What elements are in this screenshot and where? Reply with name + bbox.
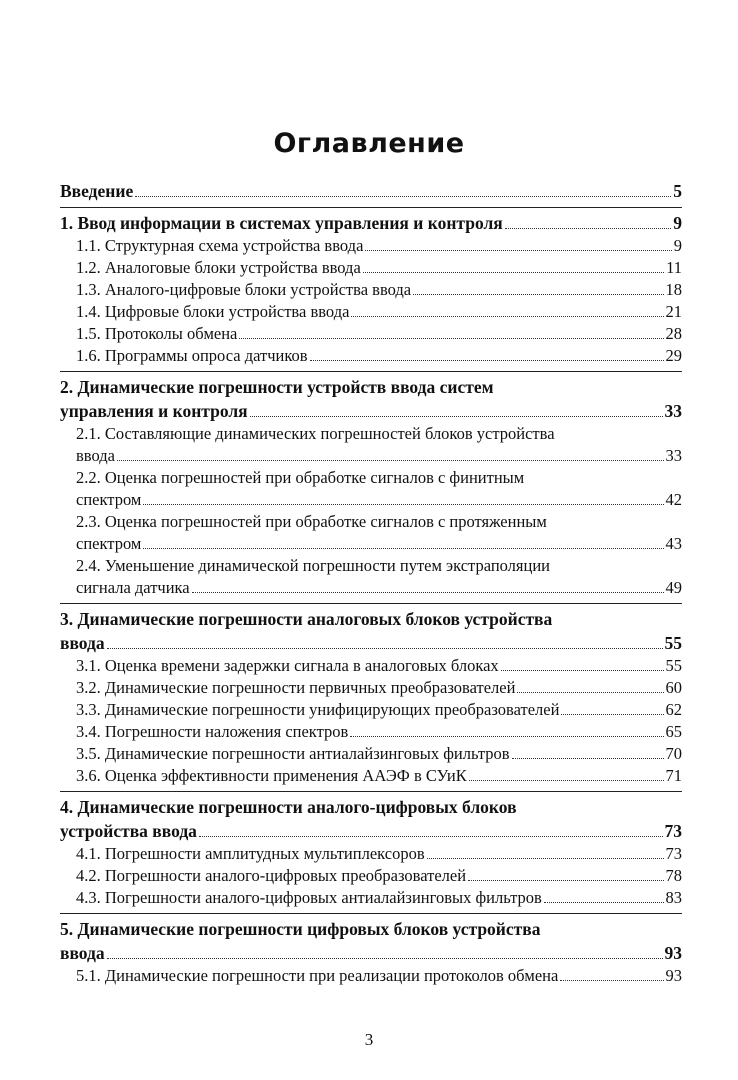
toc-subsection[interactable] — [60, 843, 682, 865]
toc-page-number: 73 — [665, 844, 682, 863]
toc-page-number: 83 — [665, 888, 682, 907]
toc-entry-title: 3.1. Оценка времени задержки сигнала в аналоговых блоках — [76, 656, 499, 675]
toc-entry-title: спектром — [76, 534, 142, 553]
dot-leader — [351, 316, 663, 317]
dot-leader — [107, 958, 663, 959]
toc-entry-title: управления и контроля — [60, 401, 248, 421]
dot-leader — [143, 548, 663, 549]
toc-page-number: 73 — [664, 821, 682, 841]
dot-leader — [310, 360, 664, 361]
toc-subsection[interactable] — [60, 887, 682, 909]
toc-entry-title: Введение — [60, 181, 134, 201]
toc-section-intro — [60, 176, 682, 207]
toc-subsection[interactable] — [60, 345, 682, 367]
toc-page-number: 93 — [664, 943, 682, 963]
toc-entry-title-line1: 2.1. Составляющие динамических погрешностей блоков устройства — [76, 424, 555, 443]
toc-page-number: 65 — [665, 722, 682, 741]
toc-entry-row — [76, 323, 682, 345]
dot-leader — [427, 858, 664, 859]
toc-subsection[interactable] — [60, 301, 682, 323]
page-title: Оглавление — [273, 128, 465, 159]
toc-entry-title: 5.1. Динамические погрешности при реализации протоколов обмена — [76, 966, 559, 985]
dot-leader — [501, 670, 664, 671]
toc-chapter[interactable] — [60, 795, 682, 843]
toc-entry-title: 3.2. Динамические погрешности первичных преобразователей — [76, 678, 516, 697]
toc-subsection[interactable] — [60, 467, 682, 511]
toc-entry-title: 1.6. Программы опроса датчиков — [76, 346, 308, 365]
dot-leader — [117, 460, 664, 461]
toc-entry-title-line1: 2. Динамические погрешности устройств ввода систем — [60, 377, 494, 397]
toc-entry-title: 3.6. Оценка эффективности применения ААЭФ в СУиК — [76, 766, 467, 785]
table-of-contents — [60, 176, 682, 991]
toc-chapter-intro[interactable] — [60, 179, 682, 203]
toc-page-number: 62 — [665, 700, 682, 719]
dot-leader — [107, 648, 663, 649]
toc-entry-row — [60, 819, 682, 843]
toc-subsection[interactable] — [60, 323, 682, 345]
dot-leader — [363, 272, 664, 273]
toc-subsection[interactable] — [60, 677, 682, 699]
dot-leader — [250, 416, 663, 417]
toc-subsection[interactable] — [60, 511, 682, 555]
page-number: 3 — [364, 1030, 374, 1049]
toc-entry-row — [76, 577, 682, 599]
toc-section — [60, 371, 682, 603]
dot-leader — [143, 504, 663, 505]
toc-chapter[interactable] — [60, 211, 682, 235]
toc-entry-row — [60, 631, 682, 655]
toc-subsection[interactable] — [60, 965, 682, 987]
toc-entry-row — [76, 301, 682, 323]
toc-page-number: 11 — [666, 258, 682, 277]
toc-subsection[interactable] — [60, 743, 682, 765]
dot-leader — [192, 592, 664, 593]
toc-page-number: 43 — [665, 534, 682, 553]
toc-page-number: 29 — [665, 346, 682, 365]
toc-entry-title: ввода — [76, 446, 115, 465]
toc-entry-row — [60, 941, 682, 965]
dot-leader — [350, 736, 663, 737]
toc-subsection[interactable] — [60, 655, 682, 677]
toc-subsection[interactable] — [60, 279, 682, 301]
toc-subsection[interactable] — [60, 423, 682, 467]
toc-entry-title: 4.3. Погрешности аналого-цифровых антиалайзинговых фильтров — [76, 888, 542, 907]
toc-entry-title: устройства ввода — [60, 821, 197, 841]
toc-entry-row — [76, 655, 682, 677]
toc-subsection[interactable] — [60, 865, 682, 887]
toc-entry-title: 3.3. Динамические погрешности унифицирующих преобразователей — [76, 700, 560, 719]
toc-entry-title: 4.2. Погрешности аналого-цифровых преобразователей — [76, 866, 467, 885]
toc-entry-row — [60, 399, 682, 423]
toc-entry-row — [76, 445, 682, 467]
toc-entry-row — [76, 279, 682, 301]
toc-entry-title: ввода — [60, 943, 105, 963]
toc-entry-title-line1: 2.4. Уменьшение динамической погрешности путем экстраполяции — [76, 556, 550, 575]
toc-subsection[interactable] — [60, 721, 682, 743]
dot-leader — [199, 836, 663, 837]
toc-entry-title-line1: 5. Динамические погрешности цифровых блоков устройства — [60, 919, 541, 939]
toc-entry-title: ввода — [60, 633, 105, 653]
toc-entry-title: 1.2. Аналоговые блоки устройства ввода — [76, 258, 361, 277]
toc-entry-row — [76, 489, 682, 511]
toc-page-number: 55 — [664, 633, 682, 653]
toc-entry-row — [76, 257, 682, 279]
toc-entry-row — [76, 677, 682, 699]
toc-entry-title-line1: 4. Динамические погрешности аналого-цифровых блоков — [60, 797, 517, 817]
toc-page-number: 33 — [664, 401, 682, 421]
dot-leader — [469, 780, 664, 781]
toc-entry-row — [76, 765, 682, 787]
toc-entry-row — [76, 843, 682, 865]
toc-chapter[interactable] — [60, 375, 682, 423]
toc-section — [60, 207, 682, 371]
toc-page-number: 28 — [665, 324, 682, 343]
toc-entry-row — [76, 965, 682, 987]
dot-leader — [561, 714, 663, 715]
toc-entry-title-line1: 2.3. Оценка погрешностей при обработке сигналов с протяженным — [76, 512, 547, 531]
dot-leader — [239, 338, 663, 339]
toc-subsection[interactable] — [60, 555, 682, 599]
dot-leader — [505, 228, 672, 229]
toc-entry-title-line1: 2.2. Оценка погрешностей при обработке сигналов с финитным — [76, 468, 525, 487]
toc-entry-row — [60, 211, 682, 235]
toc-page-number: 78 — [665, 866, 682, 885]
toc-subsection[interactable] — [60, 699, 682, 721]
toc-page-number: 9 — [673, 236, 682, 255]
toc-section — [60, 913, 682, 991]
dot-leader — [468, 880, 663, 881]
toc-entry-title: спектром — [76, 490, 142, 509]
dot-leader — [413, 294, 663, 295]
toc-entry-row — [76, 865, 682, 887]
toc-chapter[interactable] — [60, 607, 682, 655]
toc-entry-title: 1.5. Протоколы обмена — [76, 324, 238, 343]
toc-subsection[interactable] — [60, 235, 682, 257]
toc-page-number: 18 — [665, 280, 682, 299]
toc-entry-row — [76, 533, 682, 555]
toc-page-number: 33 — [665, 446, 682, 465]
toc-page-number: 42 — [665, 490, 682, 509]
toc-chapter[interactable] — [60, 917, 682, 965]
toc-section — [60, 791, 682, 913]
dot-leader — [365, 250, 671, 251]
toc-entry-title: сигнала датчика — [76, 578, 190, 597]
dot-leader — [512, 758, 664, 759]
toc-page-number: 70 — [665, 744, 682, 763]
toc-entry-row — [76, 699, 682, 721]
toc-page-number: 49 — [665, 578, 682, 597]
toc-entry-row — [76, 721, 682, 743]
toc-page-number: 55 — [665, 656, 682, 675]
dot-leader — [560, 980, 663, 981]
toc-entry-title-line1: 3. Динамические погрешности аналоговых блоков устройства — [60, 609, 553, 629]
toc-subsection[interactable] — [60, 257, 682, 279]
toc-entry-title: 1. Ввод информации в системах управления и контроля — [60, 213, 503, 233]
toc-entry-title: 1.1. Структурная схема устройства ввода — [76, 236, 364, 255]
toc-page-number: 60 — [665, 678, 682, 697]
toc-entry-title: 1.3. Аналого-цифровые блоки устройства ввода — [76, 280, 412, 299]
toc-page-number: 71 — [665, 766, 682, 785]
toc-page-number: 93 — [665, 966, 682, 985]
dot-leader — [517, 692, 663, 693]
toc-page-number: 21 — [665, 302, 682, 321]
toc-page-number: 9 — [673, 213, 682, 233]
toc-entry-row — [76, 887, 682, 909]
toc-page-number: 5 — [673, 181, 682, 201]
toc-entry-row — [76, 345, 682, 367]
toc-entry-title: 3.5. Динамические погрешности антиалайзинговых фильтров — [76, 744, 510, 763]
toc-entry-row — [76, 743, 682, 765]
toc-entry-title: 4.1. Погрешности амплитудных мультиплексоров — [76, 844, 425, 863]
toc-entry-row — [76, 235, 682, 257]
toc-section — [60, 603, 682, 791]
dot-leader — [135, 196, 671, 197]
toc-entry-title: 3.4. Погрешности наложения спектров — [76, 722, 349, 741]
toc-entry-title: 1.4. Цифровые блоки устройства ввода — [76, 302, 350, 321]
toc-subsection[interactable] — [60, 765, 682, 787]
dot-leader — [544, 902, 664, 903]
